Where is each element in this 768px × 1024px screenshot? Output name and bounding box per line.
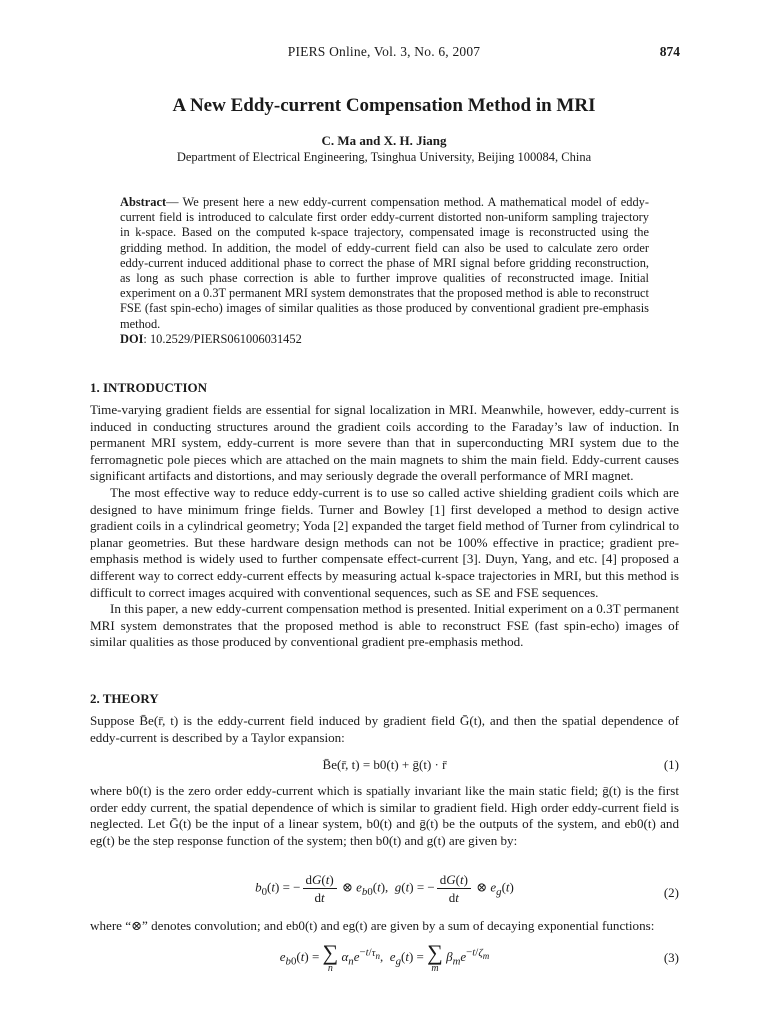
summation-symbol: ∑ m xyxy=(427,940,443,974)
paper-authors: C. Ma and X. H. Jiang xyxy=(321,133,447,148)
doi-line xyxy=(120,332,302,347)
equation-1-body: B̄e(r̄, t) = b0(t) + ḡ(t) · r̄ xyxy=(322,757,447,772)
intro-paragraph-1: Time-varying gradient fields are essential for signal localization in MRI. Meanwhile, however, eddy-current is induced in conducting structures around the gradient coils according to the Faraday’s law of induction. In permanent MRI system, eddy-current is more severe than that in superconducting MRI system due to the ferromagnetic pole pieces which are attached on the main magnets to shim the main field. Eddy-current causes significant artifacts and distortions, and may seriously degrade the overall performance of MRI magnet. xyxy=(90,402,679,484)
summation-symbol: ∑ n xyxy=(322,940,339,974)
equation-1-number: (1) xyxy=(663,757,679,772)
abstract-block xyxy=(120,195,649,332)
equation-1 xyxy=(90,757,679,773)
introduction-body xyxy=(90,402,679,651)
theory-paragraph-2: where b0(t) is the zero order eddy-current which is spatially invariant like the main static field; ḡ(t) is the first order eddy current, the spatial dependence of which is similar to gradient field. High order eddy-current field is neglected. Let Ḡ(t) be the input of a linear system, b0(t) and ḡ(t) be the outputs of the system, and eb0(t) and eg(t) be the step response function of the system; then b0(t) and g(t) are given by: xyxy=(90,783,679,848)
intro-paragraph-3: In this paper, a new eddy-current compensation method is presented. Initial experiment on a 0.3T permanent MRI system demonstrates that the proposed method is able to reconstruct FSE (fast spin-echo) images of similar qualities as those produced by conventional gradient pre-emphasis method. xyxy=(90,601,679,650)
abstract-text: — We present here a new eddy-current compensation method. A mathematical model of eddy-current field is introduced to calculate first order eddy-current distorted non-uniform sampling trajectory in k-space. Based on the computed k-space trajectory, compensated image is reconstructed using the gridding method. In addition, the model of eddy-current field can also be used to calculate zero order eddy-current induced additional phase to correct the phase of MRI signal before gridding reconstruction, as long as such phase correction is able to further improve qualities of reconstructed image. Initial experiment on a 0.3T permanent MRI system demonstrates that the proposed method is able to reconstruct FSE (fast spin-echo) images of similar qualities as those produced by conventional gradient pre-emphasis method. xyxy=(120,195,649,331)
section-heading-theory: 2. THEORY xyxy=(90,691,159,706)
doi-label: DOI xyxy=(120,332,144,346)
equation-2-number: (2) xyxy=(663,885,679,900)
fraction: $\frac{dG(t)}{dt}$ xyxy=(437,872,471,905)
author-affiliation: Department of Electrical Engineering, Tsinghua University, Beijing 100084, China xyxy=(176,150,592,164)
equation-2: $b_0(t)$ = − $\frac{dG(t)}{dt}$ ⊗ $e_{b0}(t)$, g(t) = − $\frac{dG(t)}{dt}$ ⊗ $e_g(t)$ (2) xyxy=(255,872,679,905)
theory-paragraph-1: Suppose B̄e(r̄, t) is the eddy-current field induced by gradient field Ḡ(t), and then the spatial dependence of eddy-current is described by a Taylor expansion: xyxy=(90,713,679,745)
equation-3: $e_{b0}(t)$ = ∑ n $\alpha_ne^{-t/\tau_n}$, $e_g(t)$ = ∑ m $\beta_me^{-t/\zeta_m}$ (3) xyxy=(279,940,679,974)
intro-paragraph-2: The most effective way to reduce eddy-current is to use so called active shielding gradient coils which are designed to have minimum fringe fields. Turner and Bowley [1] first developed a method to design active gradient coils in a cylindrical geometry; Yoda [2] expanded the target field method of Turner from cylindrical to planar geometries. But these hardware design methods can not be 100% effective in practice; gradient pre-emphasis method is widely used to further compensate effect-current [3]. Duyn, Yang, and etc. [4] proposed a different way to correct eddy-current effects by measuring actual k-space trajectories in MRI, but this method is difficult to correct images acquired with conventional sequences, such as SE and FSE sequences. xyxy=(90,484,679,600)
paper-title: A New Eddy-current Compensation Method in MRI xyxy=(172,95,596,116)
journal-citation: PIERS Online, Vol. 3, No. 6, 2007 xyxy=(287,44,481,59)
page-number: 874 xyxy=(659,44,680,59)
theory-paragraph-3: where “⊗” denotes convolution; and eb0(t) and eg(t) are given by a sum of decaying exponential functions: xyxy=(90,918,655,933)
doi-value: : 10.2529/PIERS061006031452 xyxy=(143,332,302,346)
fraction: $\frac{dG(t)}{dt}$ xyxy=(303,872,337,905)
section-heading-introduction: 1. INTRODUCTION xyxy=(90,380,208,395)
equation-3-number: (3) xyxy=(663,950,679,965)
abstract-label: Abstract xyxy=(120,195,167,209)
